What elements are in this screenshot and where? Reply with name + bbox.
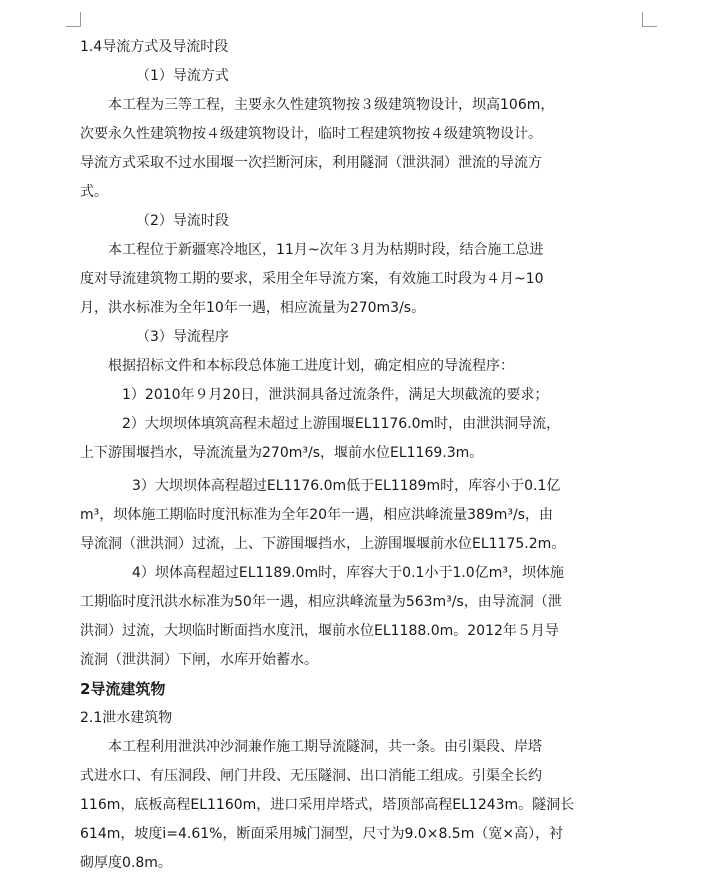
crop-mark-top-right xyxy=(642,12,657,27)
list-item-2-cont: 上下游围堰挡水，导流流量为270m³/s，堰前水位EL1169.3m。 xyxy=(80,445,484,461)
list-item-3-cont: m³，坝体施工期临时度汛标准为全年20年一遇，相应洪峰流量389m³/s，由 xyxy=(80,507,554,523)
section-heading-2: 2导流建筑物 xyxy=(80,680,166,698)
paragraph-line: 本工程为三等工程，主要永久性建筑物按３级建筑物设计，坝高106m， xyxy=(108,97,555,113)
subheading-diversion-procedure: （3）导流程序 xyxy=(136,329,229,345)
paragraph-line: 式进水口、有压洞段、闸门井段、无压隧洞、出口消能工组成。引渠全长约 xyxy=(80,768,542,784)
section-heading-2-1: 2.1泄水建筑物 xyxy=(80,710,173,726)
paragraph-line: 次要永久性建筑物按４级建筑物设计，临时工程建筑物按４级建筑物设计。 xyxy=(80,126,542,142)
paragraph-line: 根据招标文件和本标段总体施工进度计划，确定相应的导流程序： xyxy=(108,358,514,374)
list-item-4-cont: 工期临时度汛洪水标准为50年一遇，相应洪峰流量为563m³/s，由导流洞（泄 xyxy=(80,594,562,610)
paragraph-line: 116m，底板高程EL1160m，进口采用岸塔式，塔顶部高程EL1243m。隧洞长 xyxy=(80,797,575,813)
list-item-4-cont: 流洞（泄洪洞）下闸，水库开始蓄水。 xyxy=(80,652,318,668)
crop-mark-top-left xyxy=(66,12,81,27)
paragraph-line: 砌厚度0.8m。 xyxy=(80,855,172,871)
list-item-3-cont: 导流洞（泄洪洞）过流，上、下游围堰挡水，上游围堰堰前水位EL1175.2m。 xyxy=(80,536,566,552)
paragraph-line: 月，洪水标准为全年10年一遇，相应流量为270m3/s。 xyxy=(80,300,426,316)
paragraph-line: 614m，坡度i=4.61%，断面采用城门洞型，尺寸为9.0×8.5m（宽×高），衬 xyxy=(80,826,564,842)
document-body xyxy=(80,33,640,878)
list-item-4: 4）坝体高程超过EL1189.0m时，库容大于0.1小于1.0亿m³，坝体施 xyxy=(132,565,564,581)
list-item-4-cont: 洪洞）过流，大坝临时断面挡水度汛，堰前水位EL1188.0m。2012年５月导 xyxy=(80,623,559,639)
section-heading-1-4: 1.4导流方式及导流时段 xyxy=(80,39,229,55)
paragraph-line: 度对导流建筑物工期的要求，采用全年导流方案，有效施工时段为４月~10 xyxy=(80,271,544,287)
list-item-1: 1）2010年９月20日，泄洪洞具备过流条件，满足大坝截流的要求； xyxy=(122,387,549,403)
list-item-2: 2）大坝坝体填筑高程未超过上游围堰EL1176.0m时，由泄洪洞导流， xyxy=(122,416,561,432)
subheading-diversion-period: （2）导流时段 xyxy=(136,213,229,229)
paragraph-line: 本工程位于新疆寒冷地区，11月~次年３月为枯期时段，结合施工总进 xyxy=(108,242,544,258)
subheading-diversion-method: （1）导流方式 xyxy=(136,68,229,84)
paragraph-line: 式。 xyxy=(80,184,108,200)
list-item-3: 3）大坝坝体高程超过EL1176.0m低于EL1189m时，库容小于0.1亿 xyxy=(132,478,561,494)
paragraph-line: 本工程利用泄洪冲沙洞兼作施工期导流隧洞，共一条。由引渠段、岸塔 xyxy=(108,739,542,755)
paragraph-line: 导流方式采取不过水围堰一次拦断河床，利用隧洞（泄洪洞）泄流的导流方 xyxy=(80,155,542,171)
